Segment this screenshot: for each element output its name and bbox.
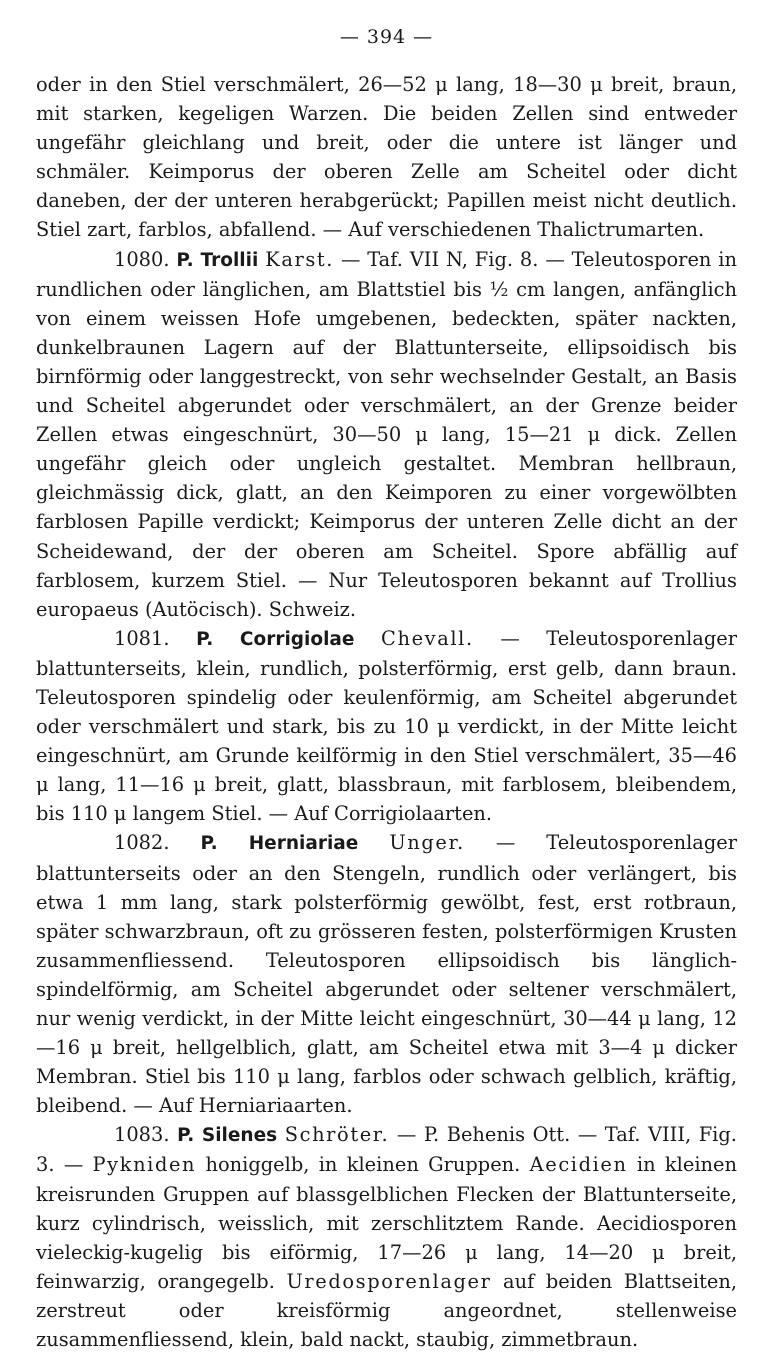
term-spaced: Aecidien <box>529 1153 628 1177</box>
term-spaced: Uredosporenlager <box>286 1269 492 1293</box>
page-number: — 394 — <box>339 26 434 48</box>
entry-description-part: auf beiden Blattseiten, zerstreut oder kreisförmig angeordnet, stellenweise zusammenfliessend, klein, bald nackt, staubig, zimmetbraun. <box>36 1269 738 1352</box>
entry-description: — Taf. VII N, Fig. 8. — Teleutosporen in rundlichen oder länglichen, am Blattstiel bis ½ cm langen, anfänglich von einem weissen Hofe umgebenen, bedeckten, später nackten, dunkelbraunen Lagern auf der Blattunterseite, ellipsoidisch bis birnförmig oder langgestreckt, von sehr wechselnder Gestalt, an Basis und Scheitel abgerundet oder verschmälert, an der Grenze beider Zellen etwas eingeschnürt, 30—50 μ lang, 15—21 μ dick. Zellen ungefähr gleich oder ungleich gestaltet. Membran hellbraun, gleichmässig dick, glatt, an den Keimporen zu einer vorgewölbten farblosen Papille verdickt; Keimporus der unteren Zelle dicht an der Scheidewand, der der oberen am Scheitel. Spore abfällig auf farblosem, kurzem Stiel. — Nur Teleutosporen bekannt auf Trollius europaeus (Autöcisch). Schweiz. <box>36 247 737 621</box>
entry-description-part: in kleinen kreisrunden Gruppen auf blassgelblichen Flecken der Blattunterseite, kurz cylindrisch, weisslich, mit zerschlitztem Rande. Aecidiosporen vieleckig-kugelig bis eiförmig, 17—26 μ lang, 14—20 μ breit, feinwarzig, orangegelb. <box>36 1153 737 1293</box>
entry-1080 <box>36 245 737 624</box>
body-text <box>36 70 737 1354</box>
genus-abbrev: P. <box>176 249 194 271</box>
author-name: Chevall. <box>381 626 474 650</box>
entry-number: 1083. <box>114 1123 170 1147</box>
entry-number: 1082. <box>114 831 170 855</box>
genus-abbrev: P. <box>177 1125 195 1147</box>
author-name: Schröter. <box>284 1123 390 1147</box>
term-spaced: Pykniden <box>92 1153 197 1177</box>
genus-abbrev: P. <box>196 628 214 650</box>
species-name: Corrigiolae <box>239 628 355 650</box>
species-name: Herniariae <box>248 833 359 855</box>
author-name: Karst. <box>265 247 335 271</box>
entry-number: 1080. <box>114 247 170 271</box>
species-name: Trollii <box>200 249 259 271</box>
entry-1081 <box>36 624 737 829</box>
intro-paragraph: oder in den Stiel verschmälert, 26—52 μ lang, 18—30 μ breit, braun, mit starken, kegeligen Warzen. Die beiden Zellen sind entweder ungefähr gleichlang und breit, oder die untere ist länger und schmäler. Keimporus der oberen Zelle am Scheitel oder dicht daneben, der der unteren herabgerückt; Papillen meist nicht deutlich. Stiel zart, farblos, abfallend. — Auf verschiedenen Thalictrumarten. <box>36 73 737 242</box>
entry-1082 <box>36 828 737 1120</box>
entry-description: — Teleutosporenlager blattunterseits, klein, rundlich, polsterförmig, erst gelb, dann braun. Teleutosporen spindelig oder keulenförmig, am Scheitel abgerundet oder verschmälert und stark, bis zu 10 μ verdickt, in der Mitte leicht eingeschnürt, am Grunde keilförmig in den Stiel verschmälert, 35—46 μ lang, 11—16 μ breit, glatt, blassbraun, mit farblosem, bleibendem, bis 110 μ langem Stiel. — Auf Corrigiolaarten. <box>36 626 738 826</box>
author-name: Unger. <box>389 831 465 855</box>
entry-description: — Teleutosporenlager blattunterseits oder an den Stengeln, rundlich oder verlängert, bis etwa 1 mm lang, stark polsterförmig gewölbt, fest, erst rotbraun, später schwarzbraun, oft zu grösseren festen, polsterförmigen Krusten zusammenfliessend. Teleutosporen ellipsoidisch bis länglich-spindelförmig, am Scheitel abgerundet oder seltener verschmälert, nur wenig verdickt, in der Mitte leicht eingeschnürt, 30—44 μ lang, 12—16 μ breit, hellgelblich, glatt, am Scheitel etwa mit 3—4 μ dicker Membran. Stiel bis 110 μ lang, farblos oder schwach gelblich, kräftig, bleibend. — Auf Herniariaarten. <box>36 831 738 1118</box>
entry-description-part: — P. Behenis Ott. — Taf. VIII, Fig. 3. — <box>36 1123 737 1177</box>
entry-number: 1081. <box>114 626 170 650</box>
entry-1083 <box>36 1120 737 1354</box>
genus-abbrev: P. <box>200 833 218 855</box>
species-name: Silenes <box>201 1125 278 1147</box>
entry-description-part: honiggelb, in kleinen Gruppen. <box>196 1153 530 1177</box>
